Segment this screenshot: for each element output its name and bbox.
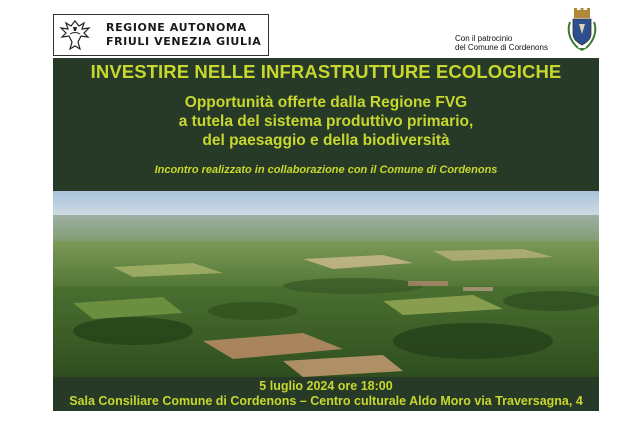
subtitle [53, 93, 599, 150]
title-banner [53, 58, 599, 191]
patronage-text [455, 34, 548, 52]
subtitle-line3: del paesaggio e della biodiversità [202, 132, 450, 149]
event-date: 5 luglio 2024 ore 18:00 [259, 379, 393, 393]
region-name [106, 21, 261, 49]
main-title: INVESTIRE NELLE INFRASTRUTTURE ECOLOGICHE [90, 61, 562, 82]
event-venue: Sala Consiliare Comune di Cordenons – Centro culturale Aldo Moro via Traversagna, 4 [69, 394, 583, 408]
crest-icon [565, 8, 599, 54]
eagle-icon [58, 17, 92, 53]
subtitle-line2: a tutela del sistema produttivo primario, [178, 113, 474, 130]
patronage-line1: Con il patrocinio [455, 34, 513, 43]
region-name-line1: REGIONE AUTONOMA [106, 21, 247, 34]
landscape-photo [53, 191, 599, 377]
patronage-line2: del Comune di Cordenons [455, 43, 548, 52]
subtitle-line1: Opportunità offerte dalla Regione FVG [184, 94, 468, 111]
region-logo-box [53, 14, 269, 56]
collaboration-note: Incontro realizzato in collaborazione con il Comune di Cordenons [154, 164, 498, 176]
event-info [53, 377, 599, 411]
region-name-line2: FRIULI VENEZIA GIULIA [106, 35, 262, 48]
